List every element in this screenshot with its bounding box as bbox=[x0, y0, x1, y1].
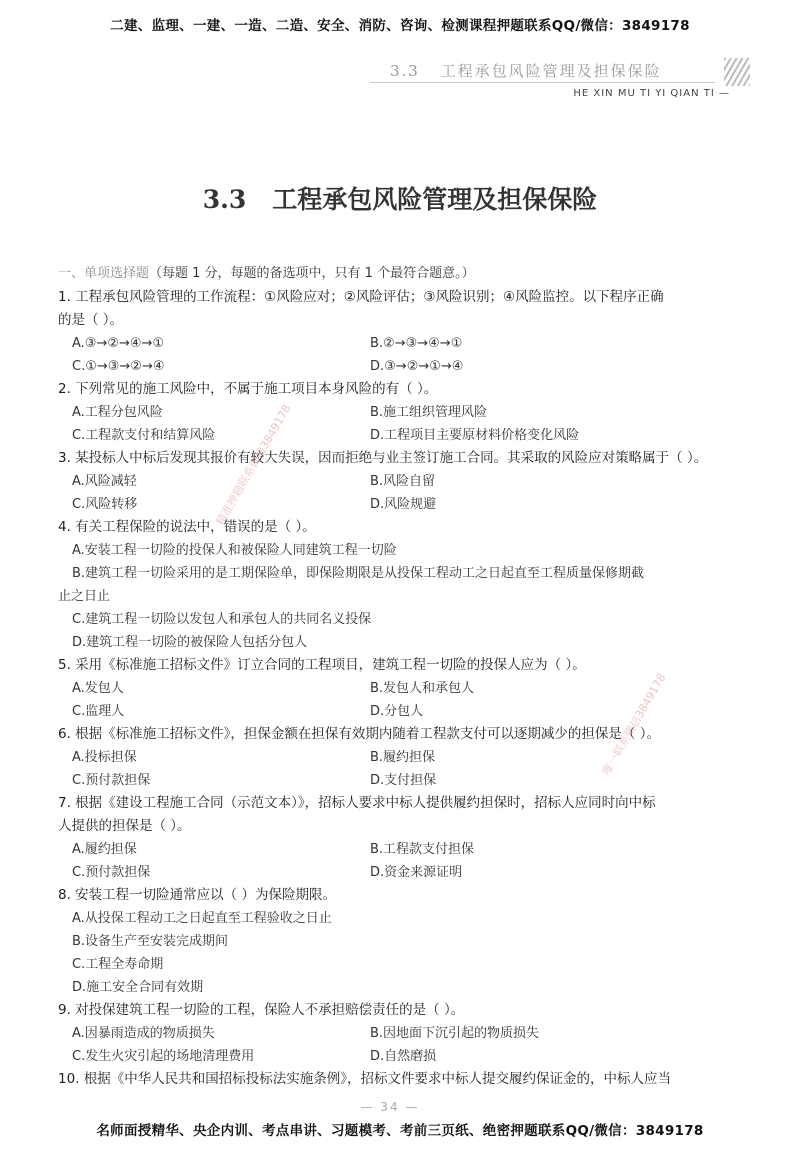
stem-line: 4. 有关工程保险的说法中，错误的是（ ）。 bbox=[58, 519, 316, 535]
option-c: C.预付款担保 bbox=[72, 773, 151, 788]
question-2 bbox=[58, 378, 748, 447]
option-c: C.工程全寿命期 bbox=[72, 957, 164, 972]
decorative-stripes bbox=[724, 58, 750, 86]
option-b: B.建筑工程一切险采用的是工期保险单，即保险期限是从投保工程动工之日起直至工程质量保修期截 bbox=[72, 566, 645, 581]
question-stem bbox=[58, 378, 748, 401]
question-7 bbox=[58, 792, 748, 884]
stem-line: 5. 采用《标准施工招标文件》订立合同的工程项目，建筑工程一切险的投保人应为（ ）。 bbox=[58, 657, 586, 673]
section-note: （每题 1 分，每题的备选项中，只有 1 个最符合题意。） bbox=[149, 266, 475, 281]
bottom-banner: 名师面授精华、央企内训、考点串讲、习题模考、考前三页纸、绝密押题联系QQ/微信：3849178 bbox=[96, 1123, 704, 1139]
question-6 bbox=[58, 723, 748, 792]
option-c: C.风险转移 bbox=[72, 497, 138, 512]
page-number: — 34 — bbox=[360, 1100, 420, 1114]
question-3 bbox=[58, 447, 748, 516]
section-heading bbox=[58, 262, 748, 286]
question-stem bbox=[58, 723, 748, 746]
chapter-name: 工程承包风险管理及担保保险 bbox=[272, 185, 598, 214]
option-d: D.工程项目主要原材料价格变化风险 bbox=[370, 428, 580, 443]
options bbox=[58, 838, 748, 884]
option-c: C.监理人 bbox=[72, 704, 125, 719]
question-stem bbox=[58, 286, 748, 332]
options bbox=[58, 1022, 748, 1068]
stem-line: 人提供的担保是（ ）。 bbox=[58, 818, 191, 834]
running-head-title bbox=[390, 60, 662, 81]
option-b: B.②→③→④→① bbox=[370, 336, 463, 351]
option-b: B.风险自留 bbox=[370, 474, 436, 489]
option-d: D.分包人 bbox=[370, 704, 424, 719]
options bbox=[58, 539, 748, 654]
options bbox=[58, 907, 748, 999]
option-a: A.风险减轻 bbox=[72, 474, 137, 489]
option-b: B.设备生产至安装完成期间 bbox=[72, 934, 229, 949]
question-stem bbox=[58, 447, 748, 470]
chapter-title bbox=[0, 180, 800, 216]
options bbox=[58, 746, 748, 792]
question-list bbox=[58, 262, 748, 1091]
option-d: D.施工安全合同有效期 bbox=[72, 980, 204, 995]
stem-line: 9. 对投保建筑工程一切险的工程，保险人不承担赔偿责任的是（ ）。 bbox=[58, 1002, 465, 1018]
option-a: A.投标担保 bbox=[72, 750, 137, 765]
stem-line: 1. 工程承包风险管理的工作流程：①风险应对；②风险评估；③风险识别；④风险监控。以下程序正确 bbox=[58, 289, 664, 305]
options bbox=[58, 332, 748, 378]
chapter-number: 3.3 bbox=[202, 185, 247, 214]
option-c: C.建筑工程一切险以发包人和承包人的共同名义投保 bbox=[72, 612, 372, 627]
question-stem bbox=[58, 1068, 748, 1091]
option-d: D.资金来源证明 bbox=[370, 865, 463, 880]
stem-line: 3. 某投标人中标后发现其报价有较大失误，因而拒绝与业主签订施工合同。其采取的风险应对策略属于（ ）。 bbox=[58, 450, 708, 466]
running-head bbox=[390, 58, 750, 98]
stem-line: 6. 根据《标准施工招标文件》，担保金额在担保有效期内随着工程款支付可以逐期减少的担保是（ ）。 bbox=[58, 726, 660, 742]
option-a: A.安装工程一切险的投保人和被保险人同建筑工程一切险 bbox=[72, 543, 397, 558]
stem-line: 2. 下列常见的施工风险中，不属于施工项目本身风险的有（ ）。 bbox=[58, 381, 438, 397]
stem-line: 10. 根据《中华人民共和国招标投标法实施条例》，招标文件要求中标人提交履约保证金的，中标人应当 bbox=[58, 1071, 672, 1087]
option-d: D.自然磨损 bbox=[370, 1049, 437, 1064]
option-a: A.③→②→④→① bbox=[72, 336, 165, 351]
option-a: A.履约担保 bbox=[72, 842, 137, 857]
option-d: D.建筑工程一切险的被保险人包括分包人 bbox=[72, 635, 308, 650]
options bbox=[58, 401, 748, 447]
question-4 bbox=[58, 516, 748, 654]
option-b: B.工程款支付担保 bbox=[370, 842, 475, 857]
question-8 bbox=[58, 884, 748, 999]
question-9 bbox=[58, 999, 748, 1068]
option-a: A.从投保工程动工之日起直至工程验收之日止 bbox=[72, 911, 332, 926]
option-d: D.支付担保 bbox=[370, 773, 437, 788]
running-head-rule bbox=[370, 82, 715, 83]
question-stem bbox=[58, 516, 748, 539]
option-c: C.预付款担保 bbox=[72, 865, 151, 880]
running-head-pinyin: HE XIN MU TI YI QIAN TI — bbox=[573, 88, 730, 99]
stem-line: 8. 安装工程一切险通常应以（ ）为保险期限。 bbox=[58, 887, 336, 903]
option-c: C.发生火灾引起的场地清理费用 bbox=[72, 1049, 255, 1064]
option-d: D.风险规避 bbox=[370, 497, 437, 512]
question-stem bbox=[58, 884, 748, 907]
option-c: C.①→③→②→④ bbox=[72, 359, 165, 374]
top-banner: 二建、监理、一建、一造、二造、安全、消防、咨询、检测课程押题联系QQ/微信：3849178 bbox=[110, 18, 690, 34]
running-head-text: 工程承包风险管理及担保保险 bbox=[440, 62, 662, 80]
running-head-section: 3.3 bbox=[390, 62, 420, 80]
option-b: B.施工组织管理风险 bbox=[370, 405, 488, 420]
option-b: B.履约担保 bbox=[370, 750, 436, 765]
option-b: B.因地面下沉引起的物质损失 bbox=[370, 1026, 540, 1041]
section-name: 一、单项选择题 bbox=[58, 266, 150, 281]
option-a: A.工程分包风险 bbox=[72, 405, 163, 420]
watermark: 唯一联系微信3849178 bbox=[599, 671, 669, 778]
option-a: A.发包人 bbox=[72, 681, 124, 696]
question-10 bbox=[58, 1068, 748, 1091]
question-stem bbox=[58, 792, 748, 838]
option-b-continued: 止之日止 bbox=[58, 589, 111, 604]
stem-line: 7. 根据《建设工程施工合同（示范文本）》，招标人要求中标人提供履约担保时，招标人应同时向中标 bbox=[58, 795, 656, 811]
option-d: D.③→②→①→④ bbox=[370, 359, 464, 374]
question-stem bbox=[58, 999, 748, 1022]
watermark: 精准押题联系微信3849178 bbox=[213, 402, 294, 528]
option-a: A.因暴雨造成的物质损失 bbox=[72, 1026, 215, 1041]
option-c: C.工程款支付和结算风险 bbox=[72, 428, 216, 443]
question-1 bbox=[58, 286, 748, 378]
option-b: B.发包人和承包人 bbox=[370, 681, 475, 696]
stem-line: 的是（ ）。 bbox=[58, 312, 124, 328]
options bbox=[58, 470, 748, 516]
question-stem bbox=[58, 654, 748, 677]
